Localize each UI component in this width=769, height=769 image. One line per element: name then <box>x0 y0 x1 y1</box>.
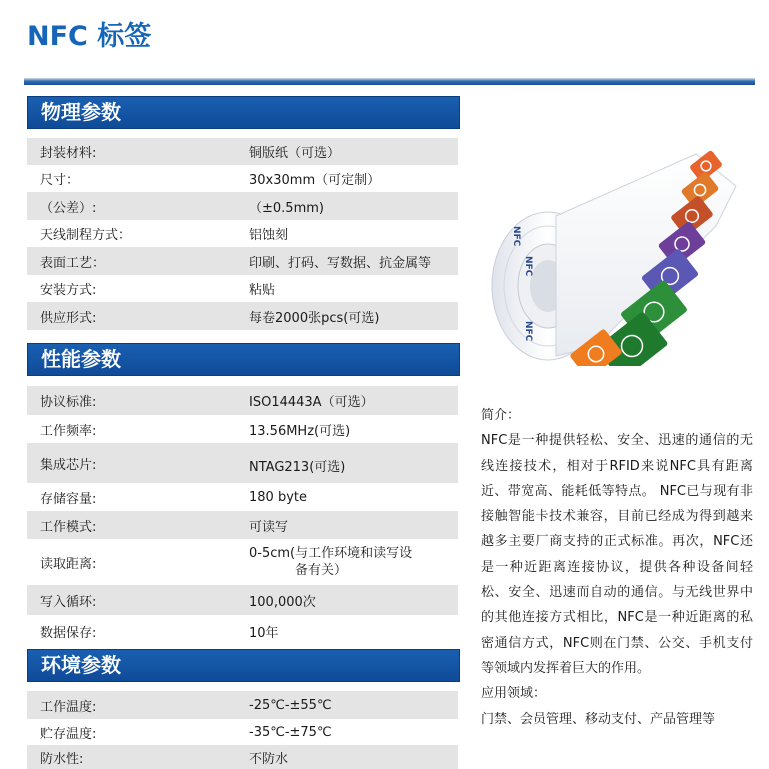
spec-value-line: 0-5cm(与工作环境和读写设 <box>249 546 413 561</box>
spec-value: 铝蚀刻 <box>249 228 289 243</box>
spec-label: 表面工艺： <box>40 255 106 271</box>
spec-row-antenna <box>27 220 458 247</box>
nfc-roll-mark: NFC <box>523 256 533 277</box>
spec-value: 印刷、打码、写数据、抗金属等 <box>249 255 432 271</box>
spec-row-retention <box>27 615 458 647</box>
spec-value: 180 byte <box>249 489 307 505</box>
spec-value: 不防水 <box>249 751 289 767</box>
spec-label: 集成芯片: <box>40 457 97 473</box>
spec-row-write-cycles <box>27 585 458 615</box>
nfc-roll-mark: NFC <box>511 226 521 247</box>
spec-label: 防水性: <box>40 751 84 767</box>
title-divider <box>24 78 755 85</box>
page-title: NFC 标签 <box>27 21 152 52</box>
spec-label: 封装材料: <box>40 146 97 161</box>
applications-heading: 应用领域： <box>481 686 547 702</box>
spec-label: （公差）: <box>40 200 97 216</box>
spec-row-storage-temp <box>27 719 458 745</box>
spec-label: 贮存温度: <box>40 726 97 742</box>
spec-value: -25℃-±55℃ <box>249 697 332 713</box>
spec-row-supply <box>27 302 458 330</box>
spec-label: 工作频率: <box>40 423 97 439</box>
spec-value-line: 备有关） <box>295 563 348 578</box>
applications-list: 门禁、会员管理、移动支付、产品管理等 <box>481 711 716 727</box>
nfc-roll-mark: NFC <box>523 321 533 342</box>
spec-label: 安装方式: <box>40 283 97 298</box>
spec-value: ISO14443A（可选） <box>249 395 374 410</box>
spec-label: 天线制程方式： <box>40 228 132 243</box>
spec-row-chip <box>27 443 458 483</box>
spec-label: 写入循环: <box>40 594 97 610</box>
spec-value: 100,000次 <box>249 594 316 610</box>
spec-label: 工作模式: <box>40 519 97 535</box>
spec-row-surface <box>27 247 458 275</box>
spec-row-waterproof <box>27 745 458 769</box>
intro-section <box>481 403 753 732</box>
spec-label: 尺寸： <box>40 173 80 188</box>
spec-row-work-temp <box>27 691 458 719</box>
spec-row-material <box>27 138 458 165</box>
spec-value: 铜版纸（可选） <box>249 146 341 161</box>
nfc-label-roll-image <box>486 146 746 366</box>
spec-value: 13.56MHz(可选) <box>249 423 351 439</box>
section-header-performance: 性能参数 <box>27 343 460 376</box>
spec-row-tolerance <box>27 192 458 220</box>
spec-row-distance <box>27 539 458 585</box>
spec-row-frequency <box>27 415 458 443</box>
spec-value: 10年 <box>249 625 279 641</box>
spec-value: 可读写 <box>249 519 289 535</box>
spec-row-size <box>27 165 458 192</box>
spec-row-capacity <box>27 483 458 511</box>
spec-label: 工作温度: <box>40 699 97 715</box>
intro-heading: 简介： <box>481 408 521 423</box>
spec-value: 每卷2000张pcs(可选) <box>249 310 380 326</box>
spec-label: 数据保存: <box>40 625 97 641</box>
spec-value <box>249 539 454 585</box>
section-header-environment: 环境参数 <box>27 649 460 682</box>
spec-label: 协议标准: <box>40 395 97 410</box>
spec-value: 粘贴 <box>249 283 276 298</box>
spec-row-mode <box>27 511 458 539</box>
spec-value: NTAG213(可选) <box>249 459 346 475</box>
spec-value: （±0.5mm) <box>249 200 324 216</box>
spec-value: -35℃-±75℃ <box>249 724 332 740</box>
spec-label: 读取距离: <box>40 556 97 572</box>
spec-row-install <box>27 275 458 302</box>
spec-row-protocol <box>27 386 458 415</box>
section-header-physical: 物理参数 <box>27 96 460 129</box>
spec-label: 供应形式: <box>40 310 97 326</box>
spec-value: 30x30mm（可定制） <box>249 173 381 188</box>
intro-body: NFC是一种提供轻松、安全、迅速的通信的无线连接技术，相对于RFID来说NFC具有距离近、带宽高、能耗低等特点。 NFC已与现有非接触智能卡技术兼容，目前已经成为得到越来越多主要厂商支持的正式标准。再次，NFC还是一种近距离连接协议，提供各种设备间轻松、安全、迅速而自动的通信。与无线世界中的其他连接方式相比，NFC是一种近距离的私密通信方式，NFC则在门禁、公交、手机支付等领域内发挥着巨大的作用。 <box>481 433 753 676</box>
spec-label: 存储容量: <box>40 491 97 507</box>
